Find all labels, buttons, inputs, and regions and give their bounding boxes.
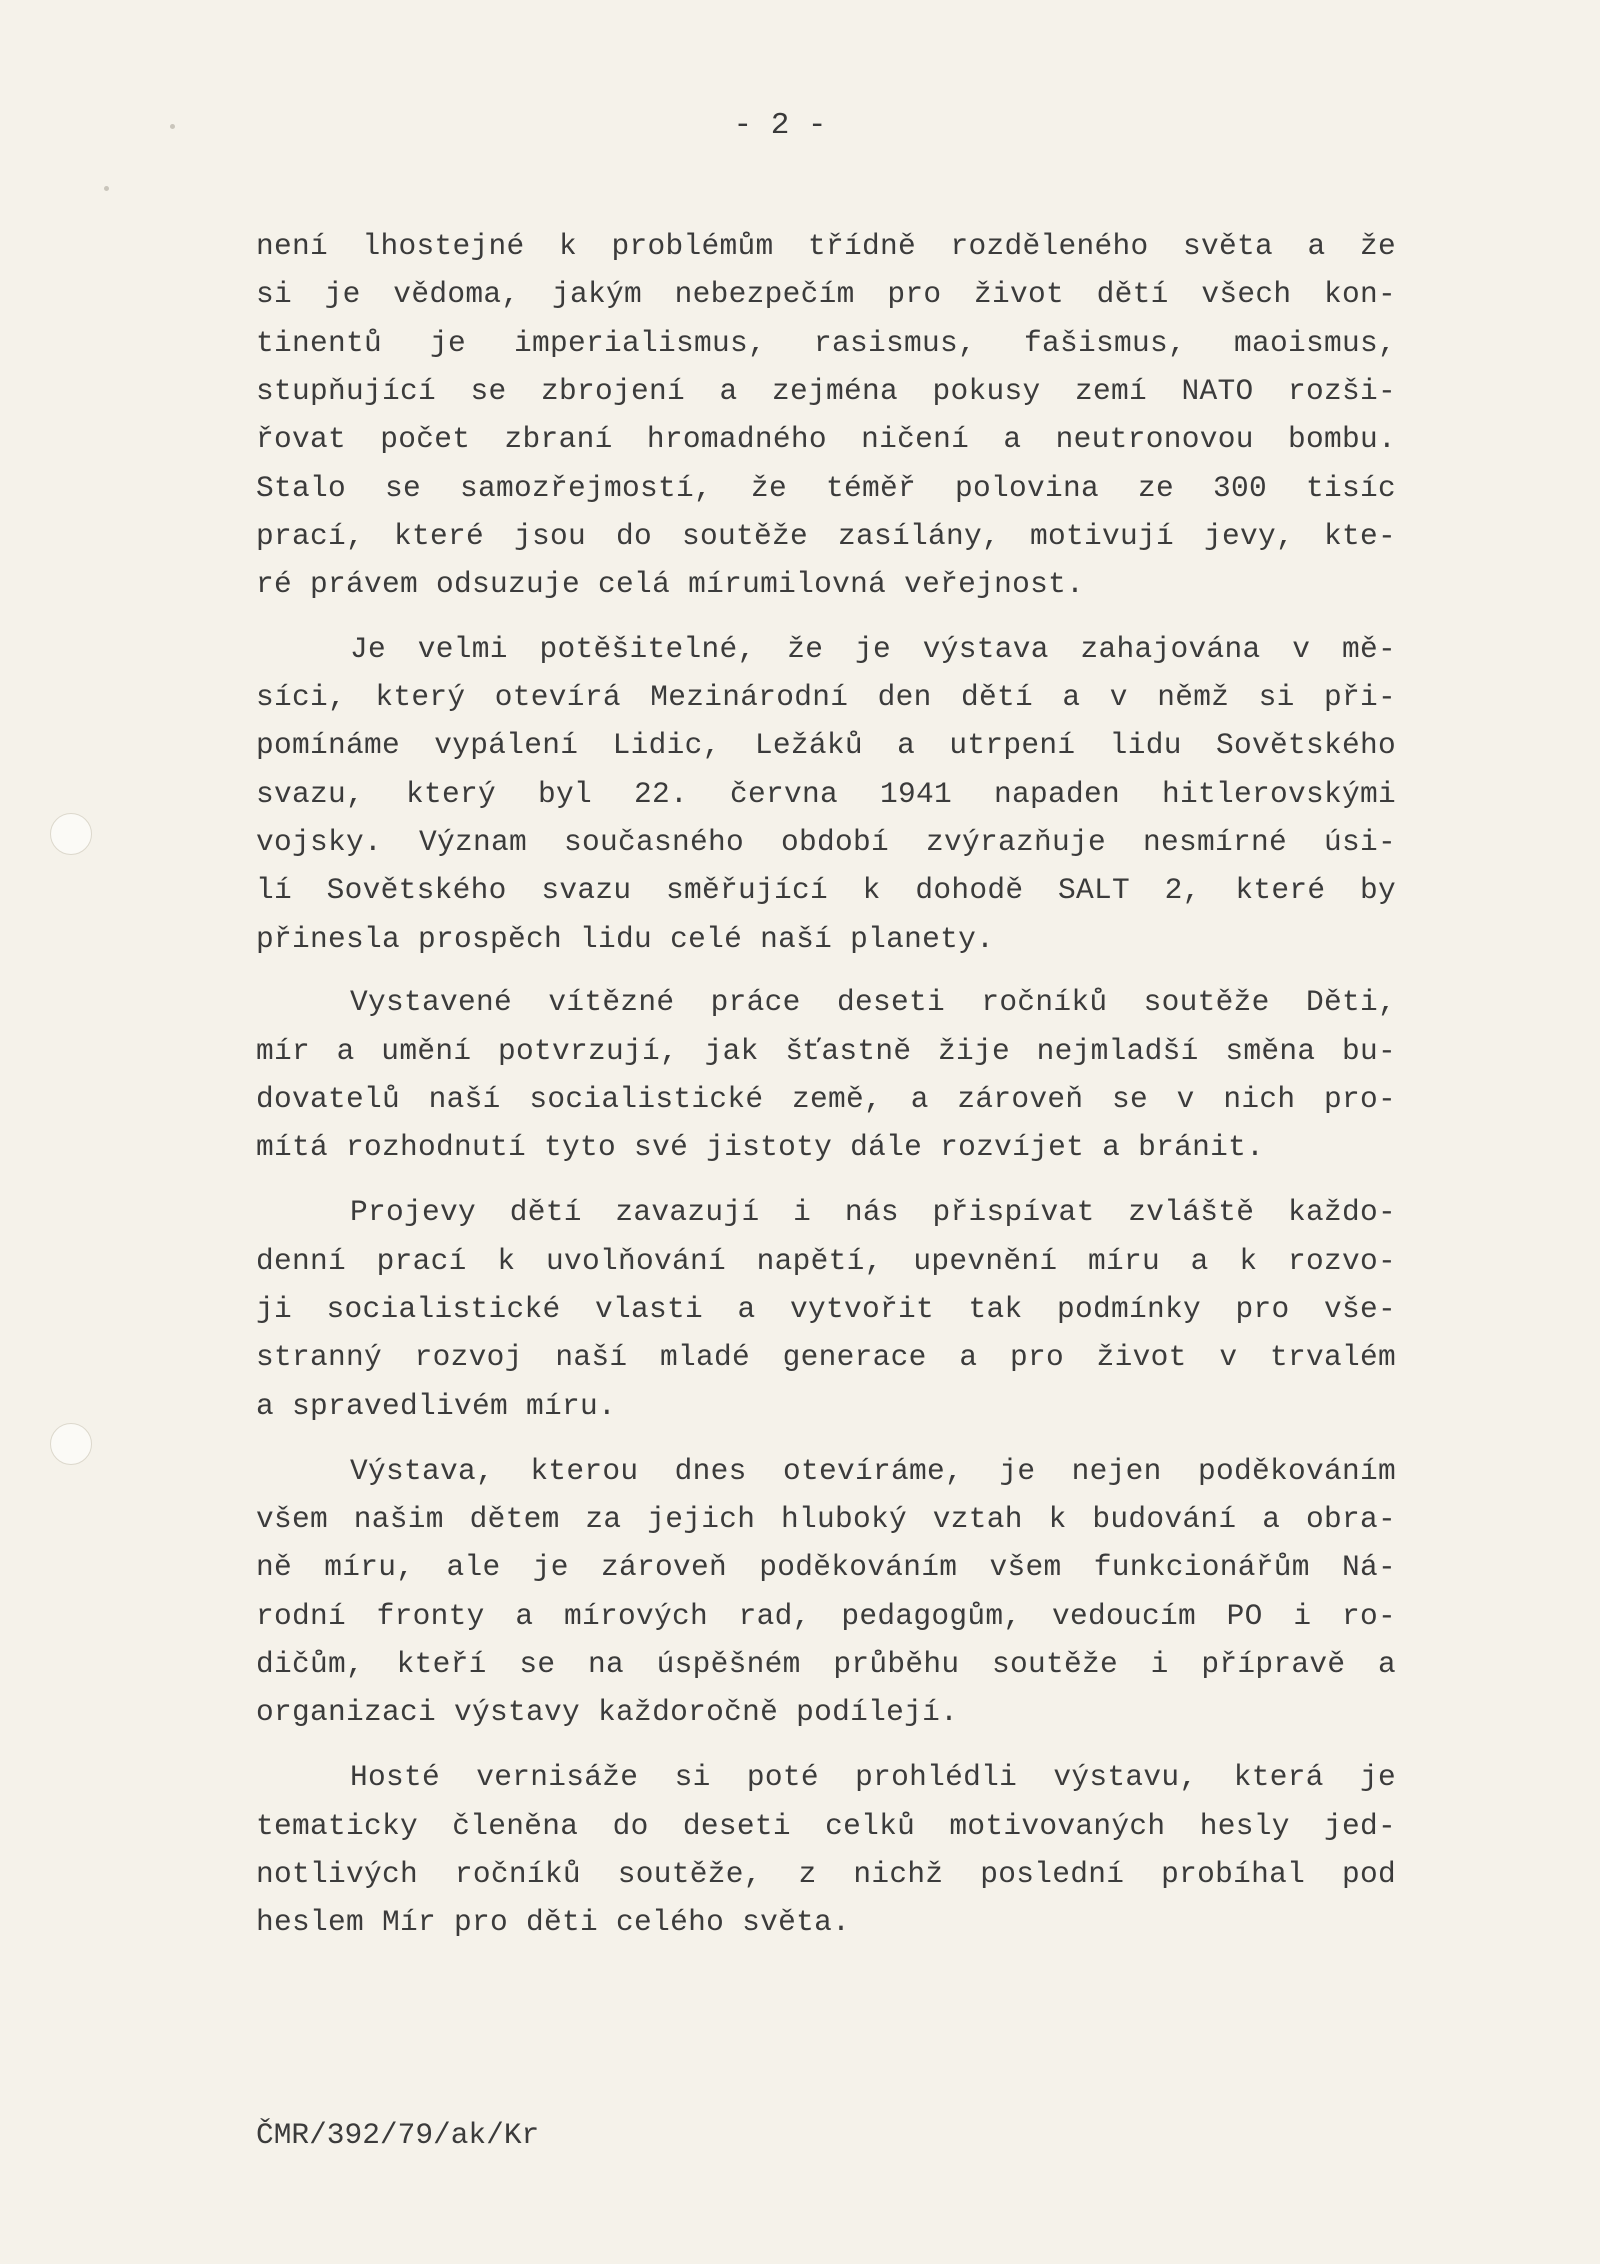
text-line: síci, který otevírá Mezinárodní den dětí a v němž si při-: [256, 680, 1396, 714]
text-line: tematicky členěna do deseti celků motivovaných hesly jed-: [256, 1809, 1396, 1843]
text-line: organizaci výstavy každoročně podílejí.: [256, 1695, 959, 1729]
text-line: si je vědoma, jakým nebezpečím pro život dětí všech kon-: [256, 277, 1396, 311]
text-line: dovatelů naší socialistické země, a zároveň se v nich pro-: [256, 1082, 1396, 1116]
text-line: vojsky. Význam současného období zvýrazňuje nesmírné úsi-: [256, 825, 1396, 859]
text-line: lí Sovětského svazu směřující k dohodě SALT 2, které by: [256, 873, 1396, 907]
text-line: heslem Mír pro děti celého světa.: [256, 1905, 851, 1939]
text-line: pomínáme vypálení Lidic, Ležáků a utrpení lidu Sovětského: [256, 728, 1396, 762]
text-line: Stalo se samozřejmostí, že téměř polovina ze 300 tisíc: [256, 471, 1396, 505]
text-line: dičům, kteří se na úspěšném průběhu soutěže i přípravě a: [256, 1647, 1396, 1681]
text-line: stranný rozvoj naší mladé generace a pro život v trvalém: [256, 1340, 1396, 1374]
punch-hole-bottom: [50, 1423, 92, 1465]
text-line: Hosté vernisáže si poté prohlédli výstavu, která je: [350, 1760, 1396, 1794]
page-number: - 2 -: [733, 108, 827, 143]
text-line: ré právem odsuzuje celá mírumilovná veřejnost.: [256, 567, 1085, 601]
text-line: a spravedlivém míru.: [256, 1389, 617, 1423]
text-line: svazu, který byl 22. června 1941 napaden hitlerovskými: [256, 777, 1396, 811]
text-line: přinesla prospěch lidu celé naší planety.: [256, 922, 995, 956]
text-line: denní prací k uvolňování napětí, upevnění míru a k rozvo-: [256, 1244, 1396, 1278]
text-line: řovat počet zbraní hromadného ničení a neutronovou bombu.: [256, 422, 1396, 456]
text-line: notlivých ročníků soutěže, z nichž poslední probíhal pod: [256, 1857, 1396, 1891]
text-line: všem našim dětem za jejich hluboký vztah k budování a obra-: [256, 1502, 1396, 1536]
text-line: Je velmi potěšitelné, že je výstava zahajována v mě-: [350, 632, 1396, 666]
text-line: mír a umění potvrzují, jak šťastně žije nejmladší směna bu-: [256, 1034, 1396, 1068]
text-line: Vystavené vítězné práce deseti ročníků soutěže Děti,: [350, 985, 1396, 1019]
text-line: Projevy dětí zavazují i nás přispívat zvláště každo-: [350, 1195, 1396, 1229]
document-reference: ČMR/392/79/ak/Kr: [256, 2118, 540, 2152]
text-line: mítá rozhodnutí tyto své jistoty dále rozvíjet a bránit.: [256, 1130, 1265, 1164]
text-line: stupňující se zbrojení a zejména pokusy zemí NATO rozši-: [256, 374, 1396, 408]
text-line: prací, které jsou do soutěže zasílány, motivují jevy, kte-: [256, 519, 1396, 553]
punch-hole-top: [50, 813, 92, 855]
text-line: není lhostejné k problémům třídně rozděleného světa a že: [256, 229, 1396, 263]
text-line: ně míru, ale je zároveň poděkováním všem funkcionářům Ná-: [256, 1550, 1396, 1584]
paper-speck: [104, 186, 109, 191]
text-line: rodní fronty a mírových rad, pedagogům, vedoucím PO i ro-: [256, 1599, 1396, 1633]
text-line: tinentů je imperialismus, rasismus, fašismus, maoismus,: [256, 326, 1396, 360]
text-line: Výstava, kterou dnes otevíráme, je nejen poděkováním: [350, 1454, 1396, 1488]
text-line: ji socialistické vlasti a vytvořit tak podmínky pro vše-: [256, 1292, 1396, 1326]
